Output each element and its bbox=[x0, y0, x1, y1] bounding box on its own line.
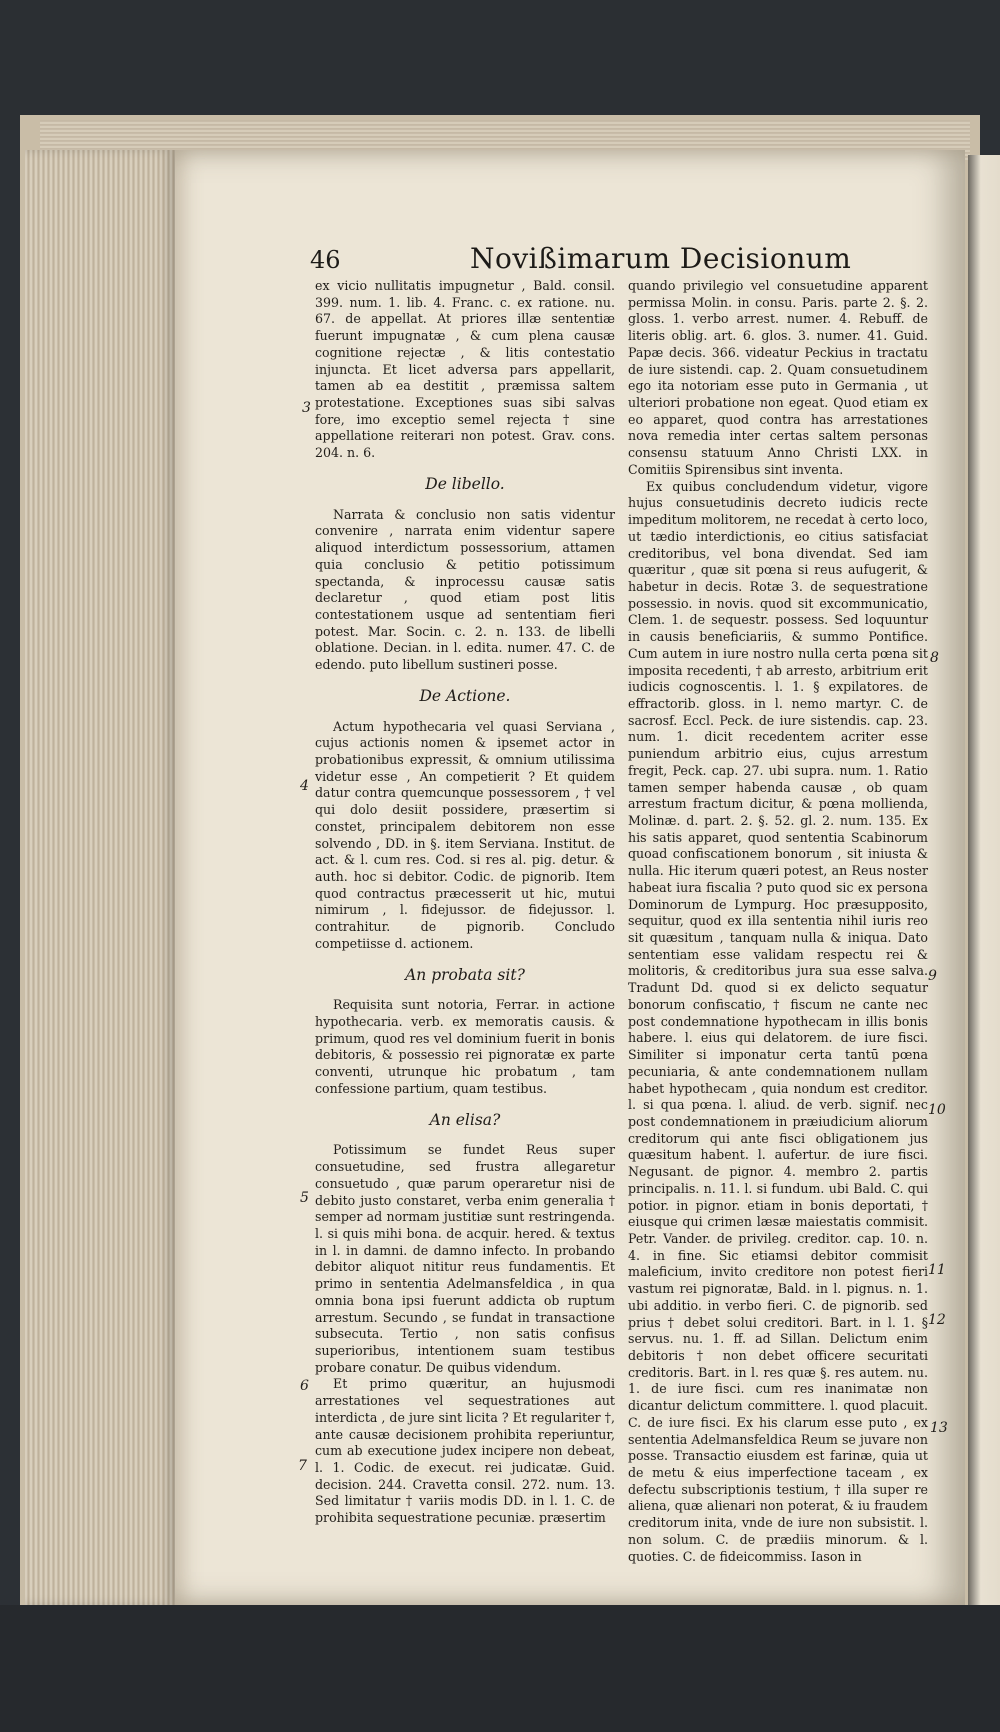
paragraph: Narrata & conclusio non satis videntur convenire , narrata enim videntur sapere aliquod interdictum possessorium, attamen quia conclusio & petitio potissimum spectanda, & inprocessu causæ satis declaretur , quod etiam post litis contestationem usque ad sententiam fieri potest. Mar. Socin. c. 2. n. 133. de libelli oblatione. Decian. in l. edita. numer. 47. C. de edendo. puto libellum sustineri posse. bbox=[315, 506, 615, 673]
section-heading: An elisa? bbox=[429, 1110, 501, 1129]
margin-number: 9 bbox=[928, 968, 937, 984]
book-page-edge bbox=[25, 150, 175, 1605]
margin-number: 11 bbox=[928, 1262, 946, 1278]
paragraph: ex vicio nullitatis impugnetur , Bald. consil. 399. num. 1. lib. 4. Franc. c. ex ratione. nu. 67. de appellat. At priores illæ sententiæ fuerunt impugnatæ , & cum plena causæ cognitione rejectæ , & litis contestatio injuncta. Et licet adversa pars appellarit, tamen ab ea destitit , præmissa saltem protestatione. Exceptiones suas sibi salvas fore, imo exceptio semel rejecta † sine appellatione reiterari non potest. Grav. cons. 204. n. 6. bbox=[315, 278, 615, 461]
running-title: Novißimarum Decisionum bbox=[470, 242, 852, 275]
left-text-column bbox=[315, 278, 615, 1527]
margin-number: 4 bbox=[300, 778, 309, 794]
page-number: 46 bbox=[310, 246, 341, 274]
paragraph: quando privilegio vel consuetudine apparent permissa Molin. in consu. Paris. parte 2. §. 2. gloss. 1. verbo arrest. numer. 4. Rebuff. de literis oblig. art. 6. glos. 3. numer. 41. Guid. Papæ decis. 366. videatur Peckius in tractatu de iure sistendi. cap. 2. Quam consuetudinem ego ita notoriam esse puto in Germania , ut ulteriori probatione non egeat. Quod etiam ex eo apparet, quod contra has arrestationes nova remedia inter certas saltem personas consensu statuum Anno Christi LXX. in Comitiis Spirensibus sint inventa. bbox=[628, 278, 928, 477]
paragraph: Potissimum se fundet Reus super consuetudine, sed frustra allegaretur consuetudo , quæ parum operaretur nisi de debito justo constaret, verba enim generalia † semper ad normam justitiæ sunt restringenda. l. si quis mihi bona. de acquir. hered. & textus in l. in damni. de damno infecto. In probando debitor aliquot nititur reus fundamentis. Et primo in sententia Adelmansfeldica , in qua omnia bona ipsi fuerunt addicta ob ruptum arrestum. Secundo , se fundat in transactione subsecuta. Tertio , non satis confisus superioribus, intentionem suam testibus probare conatur. De quibus videndum. bbox=[315, 1142, 615, 1375]
section-heading: An probata sit? bbox=[405, 965, 525, 984]
section-heading: De Actione. bbox=[419, 686, 511, 705]
margin-number: 3 bbox=[302, 400, 311, 416]
background-top bbox=[0, 0, 1000, 130]
margin-number: 7 bbox=[298, 1458, 307, 1474]
right-text-column bbox=[628, 278, 928, 1565]
paragraph: Requisita sunt notoria, Ferrar. in actione hypothecaria. verb. ex memoratis causis. & primum, quod res vel dominium fuerit in bonis debitoris, & possessio rei pignoratæ ex parte conventi, utrunque hic probatum , tam confessione partium, quam testibus. bbox=[315, 997, 615, 1096]
margin-number: 12 bbox=[928, 1312, 946, 1328]
margin-number: 6 bbox=[300, 1378, 309, 1394]
margin-number: 5 bbox=[300, 1190, 309, 1206]
paragraph: Et primo quæritur, an hujusmodi arrestationes vel sequestrationes aut interdicta , de jure sint licita ? Et regulariter †, ante causæ decisionem prohibita reperiuntur, cum ab executione judex incipere non debeat, l. 1. Codic. de execut. rei judicatæ. Guid. decision. 244. Cravetta consil. 272. num. 13. Sed limitatur † variis modis DD. in l. 1. C. de prohibita sequestratione pecuniæ. præsertim bbox=[315, 1376, 615, 1526]
facing-page-edge bbox=[968, 155, 1000, 1605]
paragraph: Ex quibus concludendum videtur, vigore hujus consuetudinis decreto iudicis recte impeditum molitorem, ne recedat à certo loco, ut tædio interdictionis, eo citius satisfaciat creditoribus, vel bona divendat. Sed iam quæritur , quæ sit pœna si reus aufugerit, & habetur in decis. Rotæ 3. de sequestratione possessio. in novis. quod sit excommunicatio, Clem. 1. de sequestr. possess. Sed loquuntur in causis beneficiariis, & summo Pontifice. Cum autem in iure nostro nulla certa pœna sit imposita recedenti, † ab arresto, arbitrium erit iudicis cognoscentis. l. 1. § expilatores. de effractorib. gloss. in l. nemo martyr. C. de sacrosf. Eccl. Peck. de iure sistendis. cap. 23. num. 1. dicit recedentem acriter esse puniendum arbitrio eius, cujus arrestum fregit, Peck. cap. 27. ubi supra. num. 1. Ratio tamen semper habenda causæ , ob quam arrestum fractum dicitur, & pœna mollienda, Molinæ. d. part. 2. §. 52. gl. 2. num. 135. Ex his satis apparet, quod sententia Scabinorum quoad confiscationem bonorum , sit iniusta & nulla. Hic iterum quæri potest, an Reus noster habeat iura fiscalia ? puto quod sic ex persona Dominorum de Lympurg. Hoc præsupposito, sequitur, quod ex illa sententia nihil iuris reo sit quæsitum , tanquam nulla & iniqua. Dato sententiam esse validam respectu rei & molitoris, & creditoribus jura sua esse salva. Tradunt Dd. quod si ex delicto sequatur bonorum confiscatio, † fiscum ne cante nec post condemnatione hypothecam in illis bonis habere. l. eius qui delatorem. de iure fisci. Similiter si imponatur certa tantū pœna pecuniaria, & ante condemnationem nullam habet hypothecam , quia nondum est creditor. l. si qua pœna. l. aliud. de verb. signif. nec post condemnationem in præiudicium aliorum creditorum qui ante fisci obligationem jus quæsitum habent. l. aufertur. de iure fisci. Negusant. de pignor. 4. membro 2. partis principalis. n. 11. l. si fundum. ubi Bald. C. qui potior. in pignor. etiam in bonis deportati, † eiusque qui crimen læsæ maiestatis commisit. Petr. Vander. de privileg. creditor. cap. 10. n. 4. in fine. Sic etiamsi debitor commisit maleficium, invito creditore non potest fieri vastum rei pignoratæ, Bald. in l. pignus. n. 1. ubi additio. in verbo fieri. C. de pignorib. sed prius † debet solui creditori. Bart. in l. 1. § servus. nu. 1. ff. ad Sillan. Delictum enim debitoris † non debet officere securitati creditoris. Bart. in l. res quæ §. res autem. nu. 1. de iure fisci. cum res inanimatæ non dicantur delictum committere. l. quod placuit. C. de iure fisci. Ex his clarum esse puto , ex sententia Adelmansfeldica Reum se juvare non posse. Transactio eiusdem est farinæ, quia ut de metu & eius imperfectione taceam , ex defectu subscriptionis testium, † illa super re aliena, quæ alienari non poterat, & iu fraudem creditorum inita, vnde de iure non subsistit. l. non solum. C. de prædiis minorum. & l. quoties. C. de fideicommiss. Iason in bbox=[628, 478, 928, 1564]
margin-number: 13 bbox=[930, 1420, 948, 1436]
page-header bbox=[310, 240, 910, 280]
paragraph: Actum hypothecaria vel quasi Serviana , cujus actionis nomen & ipsemet actor in probationibus expressit, & omnium utilissima videtur esse , An competierit ? Et quidem datur contra quemcunque possessorem , † vel qui dolo desiit possidere, præsertim si constet, principalem debitorem non esse solvendo , DD. in §. item Serviana. Institut. de act. & l. cum res. Cod. si res al. pig. detur. & auth. hoc si debitor. Codic. de pignorib. Item quod contractus præcesserit ut hic, mutui nimirum , l. fidejussor. de fidejussor. l. contrahitur. de pignorib. Concludo competiisse d. actionem. bbox=[315, 718, 615, 951]
margin-number: 10 bbox=[928, 1102, 946, 1118]
background-bottom bbox=[0, 1605, 1000, 1732]
margin-number: 8 bbox=[930, 650, 939, 666]
section-heading: De libello. bbox=[425, 474, 505, 493]
